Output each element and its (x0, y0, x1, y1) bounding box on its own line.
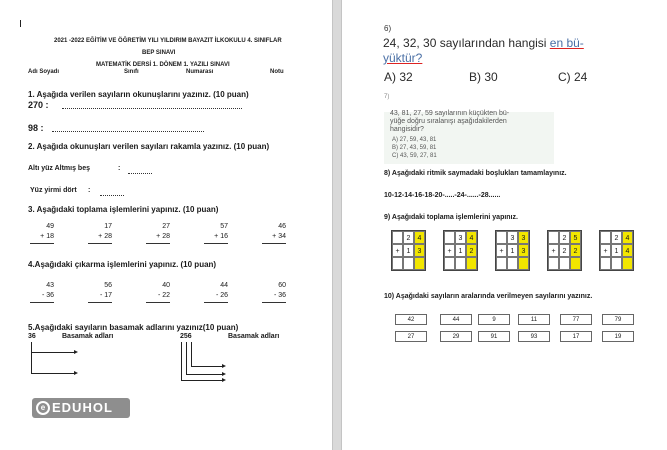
q1-answer-b[interactable] (52, 124, 204, 132)
q8-title: 8) Aşağıdaki ritmik saymadaki boşlukları tamamlayınız. (384, 170, 567, 177)
q6-option-c[interactable]: C) 24 (558, 70, 588, 84)
q9-grid-5: 2 4 + 1 4 (599, 230, 634, 271)
q2-answer-b[interactable] (100, 188, 124, 196)
q10-title: 10) Aşağıdaki sayıların aralarında verilmeyen sayılarını yazınız. (384, 293, 593, 300)
eduhol-logo-icon: e (36, 401, 50, 415)
q9-grid-3: 3 3 + 1 3 (495, 230, 530, 271)
q7-option-b[interactable]: B) 27, 43, 59, 81 (392, 145, 437, 151)
class-label: Sınıfı (124, 69, 139, 75)
q7-line-3: hangisidir? (390, 126, 424, 133)
q2-answer-a[interactable] (128, 166, 152, 174)
q4-calc-4: 44 - 26 (204, 281, 228, 303)
number-label: Numarası (186, 69, 214, 75)
q3-calc-5: 46 + 34 (262, 222, 286, 244)
q1-answer-a[interactable] (62, 101, 242, 109)
q10-box-5b: 93 (518, 331, 550, 342)
q5-basamak-label-1: Basamak adları (62, 333, 114, 340)
q3-calc-2: 17 + 28 (88, 222, 112, 244)
q10-box-6a: 17 (560, 331, 592, 342)
q1-item-b: 98 : (28, 123, 44, 133)
q2-title: 2. Aşağıda okunuşları verilen sayıları rakamla yazınız. (10 puan) (28, 142, 270, 151)
q5-bracket-1 (31, 342, 32, 374)
q10-box-1a: 42 (395, 314, 427, 325)
q2-colon-a: : (118, 165, 121, 172)
q5-arrow-1a (31, 352, 75, 353)
q5-arrow-2a (191, 366, 223, 367)
q10-box-2b: 11 (518, 314, 550, 325)
q2-item-b: Yüz yirmi dört (30, 187, 77, 194)
q5-bracket-2b (186, 342, 187, 374)
q7-option-c[interactable]: C) 43, 59, 27, 81 (392, 153, 437, 159)
exam-page-right (342, 0, 667, 450)
q3-calc-4: 57 + 16 (204, 222, 228, 244)
name-label: Adı Soyadı (28, 69, 60, 75)
q2-item-a: Altı yüz Altmış beş (28, 165, 90, 172)
q3-calc-3: 27 + 28 (146, 222, 170, 244)
q7-option-a[interactable]: A) 27, 59, 43, 81 (392, 137, 437, 143)
q5-number-1: 36 (28, 333, 36, 340)
eduhol-logo (32, 398, 130, 418)
q9-title: 9) Aşağıdaki toplama işlemlerini yapınız. (384, 214, 518, 221)
q1-title: 1. Aşağıda verilen sayıların okunuşlarını yazınız. (10 puan) (28, 90, 249, 99)
q6-text-line-1 (383, 36, 584, 50)
q4-calc-2: 56 - 17 (88, 281, 112, 303)
q10-box-4b: 29 (440, 331, 472, 342)
q6-text-1: 24, 32, 30 sayılarından hangisi en bü- (383, 36, 584, 50)
q3-title: 3. Aşağıdaki toplama işlemlerini yapınız. (10 puan) (28, 205, 219, 214)
header-line-3: MATEMATİK DERSİ 1. DÖNEM 1. YAZILI SINAVI (96, 62, 230, 68)
q5-title: 5.Aşağıdaki sayıların basamak adlarını yazınız(10 puan) (28, 323, 239, 332)
q9-grid-4: 2 5 + 2 2 (547, 230, 582, 271)
q5-bracket-2a (181, 342, 182, 380)
q10-box-3a: 77 (560, 314, 592, 325)
q5-arrow-1b (31, 373, 75, 374)
q5-number-2: 256 (180, 333, 192, 340)
q9-grid-1: 2 4 + 1 3 (391, 230, 426, 271)
q10-box-1b: 44 (440, 314, 472, 325)
q10-box-2a: 9 (478, 314, 510, 325)
eduhol-logo-text: EDUHOL (52, 400, 113, 415)
q10-box-3b: 79 (602, 314, 634, 325)
q6-number: 6) (384, 24, 392, 33)
q6-option-b[interactable]: B) 30 (469, 70, 498, 84)
q6-option-a[interactable]: A) 32 (384, 70, 413, 84)
header-line-2: BEP SINAVI (142, 50, 176, 56)
q8-sequence: 10-12-14-16-18-20-.....-24-......-28...... (384, 192, 501, 199)
q10-box-5a: 91 (478, 331, 510, 342)
q5-basamak-label-2: Basamak adları (228, 333, 280, 340)
q10-box-4a: 27 (395, 331, 427, 342)
q4-calc-3: 40 - 22 (146, 281, 170, 303)
q3-calc-1: 49 + 18 (30, 222, 54, 244)
q6-text-line-2 (383, 51, 422, 65)
q2-colon-b: : (88, 187, 91, 194)
q7-line-1: 43, 81, 27, 59 sayılarının küçükten bü- (390, 110, 510, 117)
text-cursor (20, 20, 21, 27)
grade-label: Notu (270, 69, 284, 75)
q7-line-2: yüğe doğru sıralanışı aşağıdakilerden (390, 118, 507, 125)
q10-box-6b: 19 (602, 331, 634, 342)
page-gutter (332, 0, 342, 450)
q5-arrow-2c (181, 380, 223, 381)
q7-number: 7) (384, 94, 390, 100)
q6-text-2: yüktür? (383, 51, 423, 65)
q5-bracket-2c (191, 342, 192, 366)
q5-arrow-2b (186, 374, 223, 375)
q1-item-a: 270 : (28, 100, 49, 110)
q4-title: 4.Aşağıdaki çıkarma işlemlerini yapınız. (10 puan) (28, 260, 217, 269)
q6-highlight: en bü- (549, 36, 584, 50)
q9-grid-2: 3 4 + 1 2 (443, 230, 478, 271)
q4-calc-5: 60 - 36 (262, 281, 286, 303)
q4-calc-1: 43 - 36 (30, 281, 54, 303)
exam-page-left (0, 0, 332, 450)
header-line-1: 2021 -2022 EĞİTİM VE ÖĞRETİM YILI YILDIRIM BAYAZIT İLKOKULU 4. SINIFLAR (54, 38, 282, 44)
